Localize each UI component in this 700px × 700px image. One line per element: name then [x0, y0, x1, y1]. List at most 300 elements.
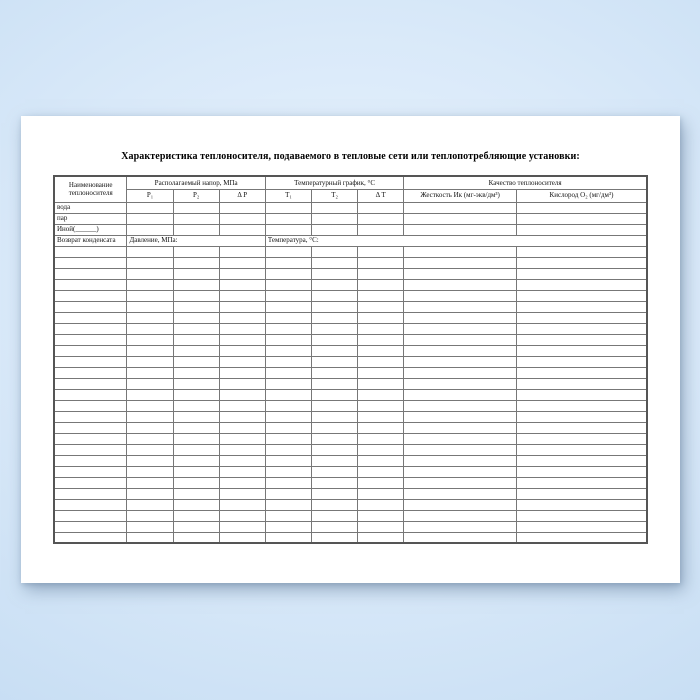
empty-cell [219, 488, 265, 499]
empty-cell [54, 499, 127, 510]
carrier-row [54, 213, 647, 224]
empty-cell [127, 224, 173, 235]
empty-row [54, 400, 647, 411]
empty-cell [358, 356, 404, 367]
header-group-pressure: Располагаемый напор, МПа [127, 176, 265, 189]
empty-cell [404, 290, 517, 301]
empty-cell [127, 334, 173, 345]
empty-cell [265, 510, 311, 521]
empty-cell [173, 389, 219, 400]
empty-cell [54, 389, 127, 400]
empty-cell [404, 257, 517, 268]
empty-cell [516, 389, 647, 400]
empty-cell [358, 290, 404, 301]
empty-cell [516, 345, 647, 356]
empty-cell [173, 224, 219, 235]
empty-cell [219, 477, 265, 488]
empty-cell [404, 246, 517, 257]
empty-cell [173, 367, 219, 378]
condensate-temperature-label: Температура, °С: [265, 235, 647, 246]
empty-cell [127, 279, 173, 290]
empty-cell [127, 400, 173, 411]
empty-cell [219, 323, 265, 334]
empty-cell [516, 334, 647, 345]
empty-cell [219, 367, 265, 378]
empty-cell [173, 334, 219, 345]
empty-cell [173, 268, 219, 279]
empty-cell [404, 477, 517, 488]
empty-cell [265, 411, 311, 422]
empty-row [54, 334, 647, 345]
empty-cell [358, 367, 404, 378]
empty-row [54, 268, 647, 279]
empty-cell [127, 477, 173, 488]
empty-cell [219, 499, 265, 510]
empty-cell [516, 444, 647, 455]
empty-cell [219, 455, 265, 466]
empty-cell [265, 246, 311, 257]
empty-cell [516, 411, 647, 422]
empty-cell [219, 290, 265, 301]
empty-cell [54, 279, 127, 290]
empty-cell [127, 422, 173, 433]
empty-row [54, 367, 647, 378]
empty-cell [54, 455, 127, 466]
empty-cell [265, 334, 311, 345]
empty-cell [173, 433, 219, 444]
empty-cell [358, 532, 404, 543]
empty-cell [219, 433, 265, 444]
empty-cell [404, 213, 517, 224]
empty-cell [516, 268, 647, 279]
carrier-row-label: Иной(______) [54, 224, 127, 235]
empty-cell [265, 290, 311, 301]
empty-cell [312, 202, 358, 213]
empty-cell [219, 389, 265, 400]
empty-cell [127, 356, 173, 367]
empty-cell [312, 411, 358, 422]
empty-cell [516, 477, 647, 488]
carrier-row [54, 224, 647, 235]
empty-cell [173, 466, 219, 477]
table-body [54, 202, 647, 543]
empty-cell [516, 224, 647, 235]
empty-cell [358, 477, 404, 488]
empty-cell [312, 246, 358, 257]
empty-cell [173, 312, 219, 323]
empty-row [54, 290, 647, 301]
subheader-col-0: P₁ [127, 189, 173, 202]
empty-cell [516, 378, 647, 389]
empty-cell [358, 268, 404, 279]
empty-cell [173, 510, 219, 521]
empty-cell [312, 224, 358, 235]
empty-cell [54, 312, 127, 323]
empty-cell [358, 389, 404, 400]
empty-cell [127, 202, 173, 213]
empty-cell [265, 224, 311, 235]
empty-cell [404, 389, 517, 400]
empty-cell [173, 345, 219, 356]
empty-cell [404, 499, 517, 510]
empty-cell [265, 202, 311, 213]
empty-cell [173, 290, 219, 301]
empty-cell [173, 246, 219, 257]
empty-cell [265, 466, 311, 477]
empty-cell [358, 301, 404, 312]
empty-cell [312, 477, 358, 488]
empty-cell [312, 257, 358, 268]
empty-row [54, 279, 647, 290]
empty-cell [404, 411, 517, 422]
document-title: Характеристика теплоносителя, подаваемого в тепловые сети или теплопотребляющие установки: [121, 151, 580, 162]
condensate-row [54, 235, 647, 246]
empty-cell [173, 455, 219, 466]
empty-cell [219, 422, 265, 433]
empty-cell [127, 444, 173, 455]
condensate-row-label: Возврат конденсата [54, 235, 127, 246]
carrier-row-label: вода [54, 202, 127, 213]
empty-cell [219, 246, 265, 257]
empty-cell [404, 301, 517, 312]
empty-cell [358, 411, 404, 422]
empty-cell [358, 378, 404, 389]
empty-cell [265, 301, 311, 312]
empty-row [54, 345, 647, 356]
empty-cell [54, 323, 127, 334]
header-group-quality: Качество теплоносителя [404, 176, 647, 189]
empty-cell [516, 202, 647, 213]
empty-cell [312, 301, 358, 312]
empty-cell [516, 422, 647, 433]
empty-row [54, 455, 647, 466]
empty-cell [312, 488, 358, 499]
subheader-col-4: T₂ [312, 189, 358, 202]
empty-cell [219, 279, 265, 290]
empty-cell [312, 290, 358, 301]
empty-cell [516, 455, 647, 466]
empty-cell [127, 510, 173, 521]
empty-cell [265, 279, 311, 290]
empty-cell [516, 290, 647, 301]
empty-cell [127, 345, 173, 356]
empty-cell [54, 433, 127, 444]
empty-cell [265, 378, 311, 389]
empty-cell [312, 367, 358, 378]
empty-cell [173, 301, 219, 312]
empty-cell [265, 389, 311, 400]
empty-cell [219, 400, 265, 411]
empty-cell [358, 499, 404, 510]
empty-cell [312, 345, 358, 356]
empty-cell [265, 323, 311, 334]
empty-cell [265, 345, 311, 356]
empty-cell [219, 466, 265, 477]
subheader-col-5: Δ T [358, 189, 404, 202]
empty-cell [404, 334, 517, 345]
empty-cell [404, 268, 517, 279]
empty-cell [265, 422, 311, 433]
empty-cell [219, 257, 265, 268]
empty-cell [404, 224, 517, 235]
empty-cell [173, 356, 219, 367]
subheader-row [54, 189, 647, 202]
empty-cell [127, 433, 173, 444]
empty-cell [516, 510, 647, 521]
empty-cell [173, 532, 219, 543]
empty-cell [404, 356, 517, 367]
empty-cell [404, 532, 517, 543]
empty-cell [404, 312, 517, 323]
empty-cell [404, 521, 517, 532]
empty-row [54, 301, 647, 312]
empty-cell [219, 224, 265, 235]
empty-cell [54, 411, 127, 422]
empty-row [54, 477, 647, 488]
empty-cell [358, 257, 404, 268]
table-header [54, 176, 647, 202]
empty-cell [265, 455, 311, 466]
empty-cell [127, 301, 173, 312]
empty-cell [358, 433, 404, 444]
empty-cell [265, 213, 311, 224]
empty-cell [127, 455, 173, 466]
carrier-row [54, 202, 647, 213]
empty-cell [127, 389, 173, 400]
empty-cell [312, 532, 358, 543]
empty-row [54, 323, 647, 334]
empty-cell [358, 455, 404, 466]
empty-cell [219, 444, 265, 455]
empty-cell [312, 466, 358, 477]
empty-cell [127, 521, 173, 532]
empty-cell [173, 488, 219, 499]
empty-cell [54, 532, 127, 543]
empty-cell [219, 378, 265, 389]
empty-cell [173, 400, 219, 411]
empty-cell [358, 323, 404, 334]
empty-cell [516, 246, 647, 257]
subheader-col-7: Кислород О₂ (мг/дм³) [516, 189, 647, 202]
empty-cell [54, 466, 127, 477]
empty-cell [54, 378, 127, 389]
empty-cell [127, 378, 173, 389]
empty-cell [127, 466, 173, 477]
empty-cell [516, 323, 647, 334]
empty-cell [312, 213, 358, 224]
empty-cell [358, 334, 404, 345]
empty-cell [516, 499, 647, 510]
empty-cell [312, 433, 358, 444]
empty-cell [404, 466, 517, 477]
empty-cell [516, 367, 647, 378]
empty-row [54, 521, 647, 532]
empty-cell [312, 444, 358, 455]
empty-cell [312, 279, 358, 290]
empty-cell [173, 521, 219, 532]
carrier-row-label: пар [54, 213, 127, 224]
empty-cell [404, 433, 517, 444]
empty-cell [358, 521, 404, 532]
empty-cell [265, 521, 311, 532]
subheader-col-1: P₂ [173, 189, 219, 202]
empty-cell [54, 345, 127, 356]
empty-cell [265, 312, 311, 323]
empty-cell [312, 334, 358, 345]
empty-cell [219, 532, 265, 543]
empty-cell [127, 323, 173, 334]
empty-cell [265, 488, 311, 499]
empty-cell [219, 202, 265, 213]
empty-cell [173, 444, 219, 455]
empty-cell [404, 488, 517, 499]
empty-cell [219, 301, 265, 312]
empty-cell [54, 521, 127, 532]
empty-cell [312, 499, 358, 510]
empty-cell [265, 433, 311, 444]
empty-cell [358, 312, 404, 323]
condensate-pressure-label: Давление, МПа: [127, 235, 265, 246]
empty-cell [127, 257, 173, 268]
empty-cell [358, 213, 404, 224]
empty-cell [219, 510, 265, 521]
empty-cell [312, 455, 358, 466]
empty-cell [54, 290, 127, 301]
empty-cell [312, 510, 358, 521]
empty-cell [312, 323, 358, 334]
empty-cell [54, 367, 127, 378]
empty-cell [127, 367, 173, 378]
subheader-col-6: Жесткость Ик (мг-экв/дм³) [404, 189, 517, 202]
empty-cell [312, 378, 358, 389]
empty-cell [358, 400, 404, 411]
empty-row [54, 532, 647, 543]
empty-cell [516, 301, 647, 312]
empty-cell [54, 477, 127, 488]
empty-cell [404, 323, 517, 334]
header-group-row [54, 176, 647, 189]
empty-cell [54, 246, 127, 257]
empty-cell [173, 257, 219, 268]
empty-cell [358, 279, 404, 290]
empty-cell [173, 499, 219, 510]
empty-row [54, 466, 647, 477]
empty-cell [404, 345, 517, 356]
empty-cell [358, 202, 404, 213]
empty-cell [516, 400, 647, 411]
empty-row [54, 422, 647, 433]
empty-cell [358, 422, 404, 433]
empty-cell [312, 422, 358, 433]
empty-cell [127, 290, 173, 301]
empty-row [54, 389, 647, 400]
subheader-col-2: Δ P [219, 189, 265, 202]
empty-cell [404, 378, 517, 389]
empty-cell [312, 400, 358, 411]
empty-cell [219, 334, 265, 345]
empty-cell [312, 389, 358, 400]
empty-row [54, 356, 647, 367]
empty-cell [404, 202, 517, 213]
empty-row [54, 510, 647, 521]
empty-cell [358, 510, 404, 521]
empty-row [54, 433, 647, 444]
empty-cell [265, 268, 311, 279]
empty-cell [54, 510, 127, 521]
empty-row [54, 378, 647, 389]
empty-row [54, 411, 647, 422]
empty-cell [358, 224, 404, 235]
empty-cell [404, 455, 517, 466]
empty-row [54, 257, 647, 268]
empty-cell [127, 213, 173, 224]
empty-cell [265, 444, 311, 455]
empty-cell [404, 510, 517, 521]
empty-cell [265, 532, 311, 543]
empty-cell [173, 422, 219, 433]
empty-cell [516, 521, 647, 532]
empty-cell [358, 488, 404, 499]
empty-cell [219, 411, 265, 422]
empty-row [54, 444, 647, 455]
heat-carrier-characteristics-table [53, 175, 648, 544]
empty-cell [516, 488, 647, 499]
empty-cell [127, 488, 173, 499]
empty-cell [358, 345, 404, 356]
empty-row [54, 312, 647, 323]
empty-cell [219, 521, 265, 532]
empty-cell [127, 312, 173, 323]
empty-cell [173, 411, 219, 422]
empty-cell [312, 268, 358, 279]
empty-cell [127, 499, 173, 510]
empty-cell [54, 356, 127, 367]
empty-cell [219, 345, 265, 356]
subheader-col-3: T₁ [265, 189, 311, 202]
empty-cell [173, 279, 219, 290]
empty-cell [127, 532, 173, 543]
empty-cell [516, 257, 647, 268]
header-group-temperature: Температурный график, °С [265, 176, 403, 189]
empty-cell [516, 356, 647, 367]
empty-cell [173, 323, 219, 334]
empty-cell [404, 279, 517, 290]
empty-cell [404, 400, 517, 411]
empty-cell [219, 213, 265, 224]
empty-cell [173, 202, 219, 213]
empty-cell [127, 411, 173, 422]
empty-row [54, 488, 647, 499]
empty-cell [312, 356, 358, 367]
empty-cell [516, 279, 647, 290]
empty-cell [312, 312, 358, 323]
empty-cell [312, 521, 358, 532]
empty-cell [265, 477, 311, 488]
empty-cell [54, 257, 127, 268]
empty-cell [516, 312, 647, 323]
empty-cell [265, 257, 311, 268]
empty-cell [265, 400, 311, 411]
empty-cell [173, 477, 219, 488]
empty-cell [127, 246, 173, 257]
empty-cell [265, 356, 311, 367]
empty-cell [173, 378, 219, 389]
empty-cell [265, 367, 311, 378]
empty-cell [54, 488, 127, 499]
empty-cell [219, 356, 265, 367]
empty-cell [516, 532, 647, 543]
empty-cell [404, 422, 517, 433]
